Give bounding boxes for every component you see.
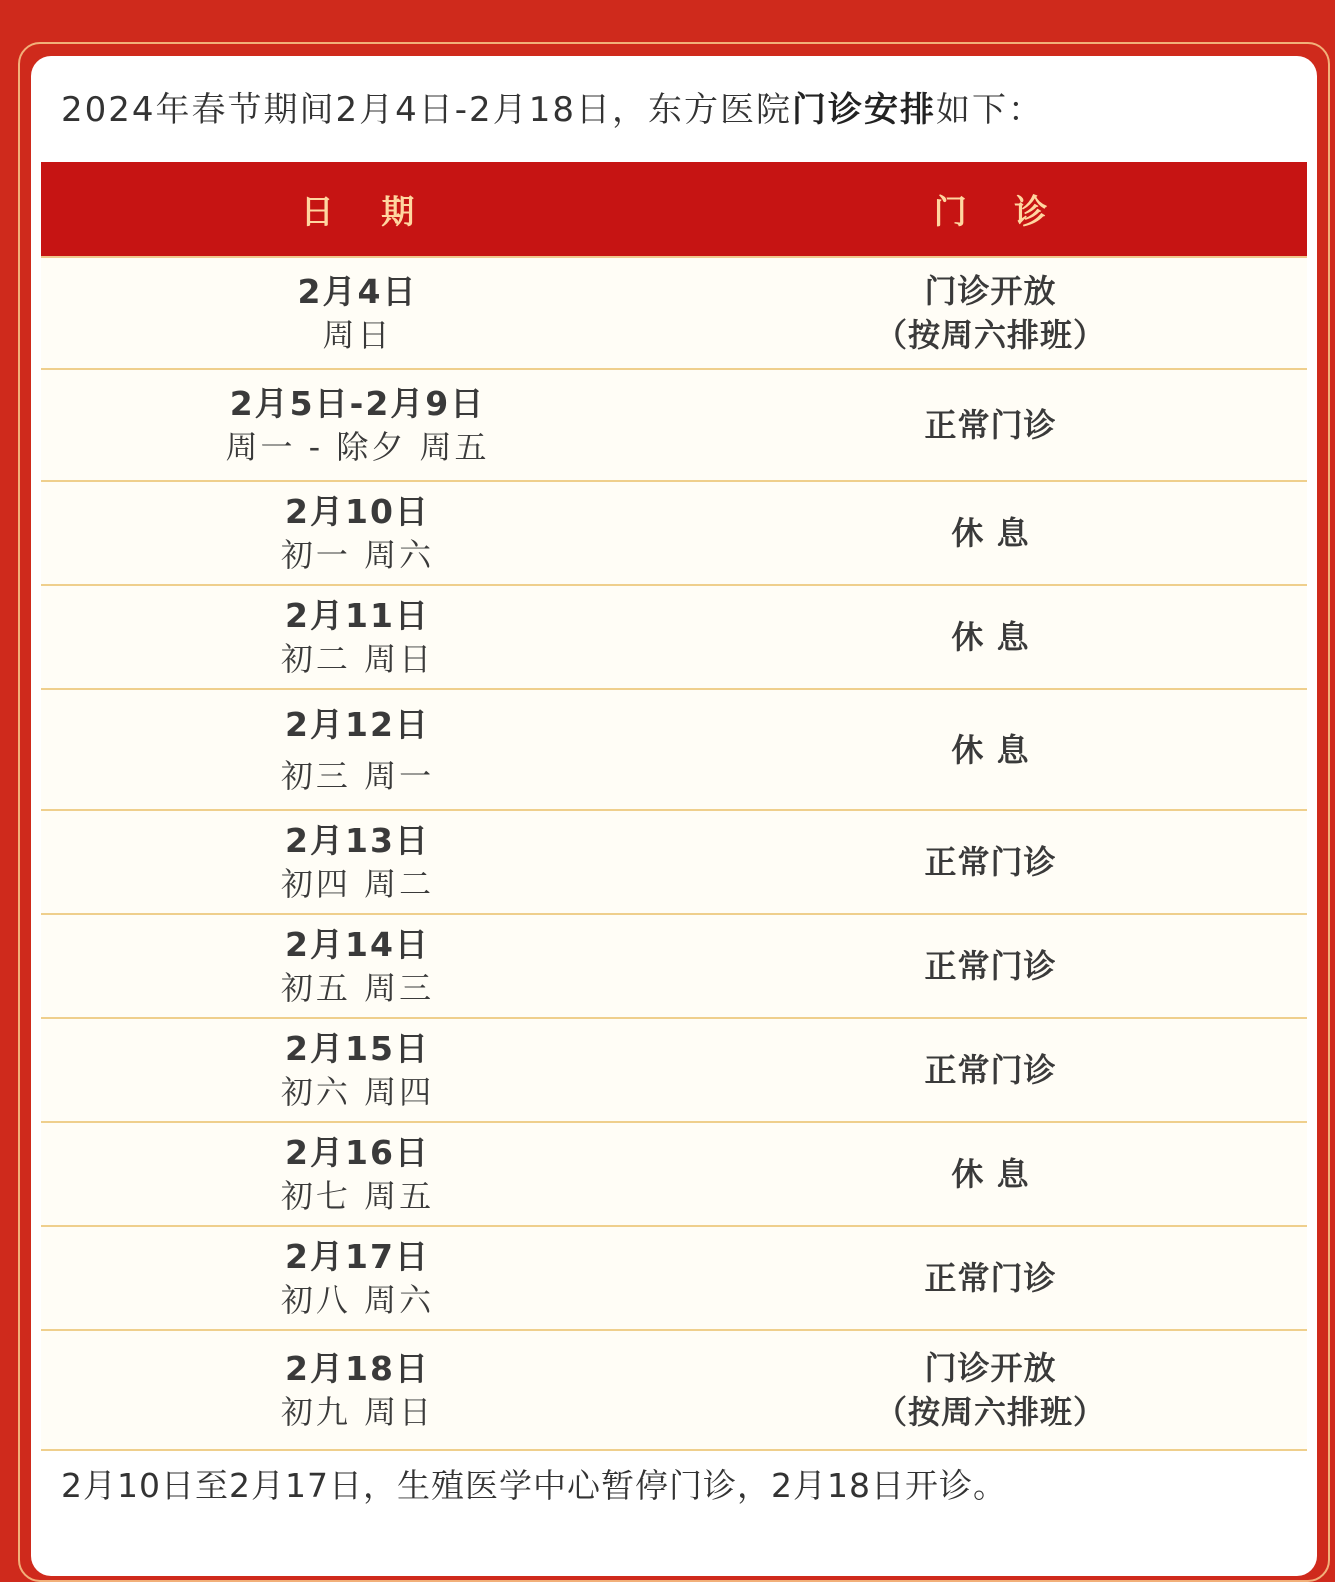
clinic-status: 正常门诊 (924, 406, 1057, 444)
date-sub: 初一 周六 (280, 536, 435, 574)
date-cell (41, 370, 674, 480)
status-cell (674, 1019, 1307, 1121)
status-cell (674, 811, 1307, 913)
clinic-status: 休 息 (951, 730, 1030, 769)
clinic-status: 正常门诊 (924, 1051, 1057, 1089)
table-row (41, 586, 1307, 690)
table-header (41, 162, 1307, 258)
date-sub: 初九 周日 (280, 1393, 435, 1431)
intro-bold: 门诊安排 (791, 90, 936, 130)
table-row (41, 1331, 1307, 1451)
date-sub: 初四 周二 (280, 865, 435, 903)
date-cell (41, 258, 674, 368)
status-cell (674, 258, 1307, 368)
date-sub: 初八 周六 (280, 1281, 435, 1319)
date-main: 2月16日 (285, 1133, 430, 1172)
clinic-status: 正常门诊 (924, 947, 1057, 985)
footnote-text: 2月10日至2月17日，生殖医学中心暂停门诊，2月18日开诊。 (61, 1466, 1007, 1505)
date-cell (41, 586, 674, 688)
date-sub: 初三 周一 (280, 756, 435, 795)
clinic-status: 门诊开放 （按周六排班） (874, 272, 1106, 354)
clinic-status: 休 息 (951, 618, 1030, 656)
table-row (41, 370, 1307, 482)
date-main: 2月18日 (285, 1349, 430, 1388)
date-cell (41, 1019, 674, 1121)
date-sub: 初六 周四 (280, 1073, 435, 1111)
status-cell (674, 915, 1307, 1017)
date-main: 2月14日 (285, 925, 430, 964)
date-sub: 周一 - 除夕 周五 (225, 428, 490, 466)
status-cell (674, 370, 1307, 480)
date-sub: 周日 (322, 316, 393, 354)
clinic-status: 正常门诊 (924, 1259, 1057, 1297)
date-main: 2月11日 (285, 596, 430, 635)
date-main: 2月10日 (285, 492, 430, 531)
date-cell (41, 1331, 674, 1449)
clinic-status: 休 息 (951, 514, 1030, 552)
intro-prefix: 2024年春节期间2月4日-2月18日，东方医院 (61, 90, 792, 130)
header-clinic: 门 诊 (933, 191, 1066, 231)
table-row (41, 811, 1307, 915)
date-cell (41, 915, 674, 1017)
date-cell (41, 1227, 674, 1329)
date-main: 2月12日 (285, 704, 430, 744)
date-sub: 初二 周日 (280, 640, 435, 678)
schedule-table (41, 162, 1307, 1451)
date-main: 2月4日 (297, 272, 418, 311)
status-cell (674, 1331, 1307, 1449)
table-row (41, 1227, 1307, 1331)
table-row (41, 258, 1307, 370)
date-sub: 初五 周三 (280, 969, 435, 1007)
status-cell (674, 586, 1307, 688)
clinic-status: 门诊开放 （按周六排班） (874, 1349, 1106, 1431)
clinic-status: 正常门诊 (924, 843, 1057, 881)
table-row (41, 482, 1307, 586)
date-main: 2月17日 (285, 1237, 430, 1276)
table-row (41, 690, 1307, 811)
date-cell (41, 1123, 674, 1225)
intro-text (61, 86, 1261, 134)
table-row (41, 1123, 1307, 1227)
clinic-status: 休 息 (951, 1155, 1030, 1193)
status-cell (674, 1227, 1307, 1329)
table-row (41, 915, 1307, 1019)
date-cell (41, 482, 674, 584)
table-row (41, 1019, 1307, 1123)
status-cell (674, 482, 1307, 584)
date-cell (41, 690, 674, 809)
date-main: 2月5日-2月9日 (229, 384, 486, 423)
status-cell (674, 1123, 1307, 1225)
date-cell (41, 811, 674, 913)
date-sub: 初七 周五 (280, 1177, 435, 1215)
date-main: 2月13日 (285, 821, 430, 860)
intro-suffix: 如下： (935, 90, 1044, 130)
status-cell (674, 690, 1307, 809)
header-date: 日 期 (300, 191, 433, 231)
date-main: 2月15日 (285, 1029, 430, 1068)
